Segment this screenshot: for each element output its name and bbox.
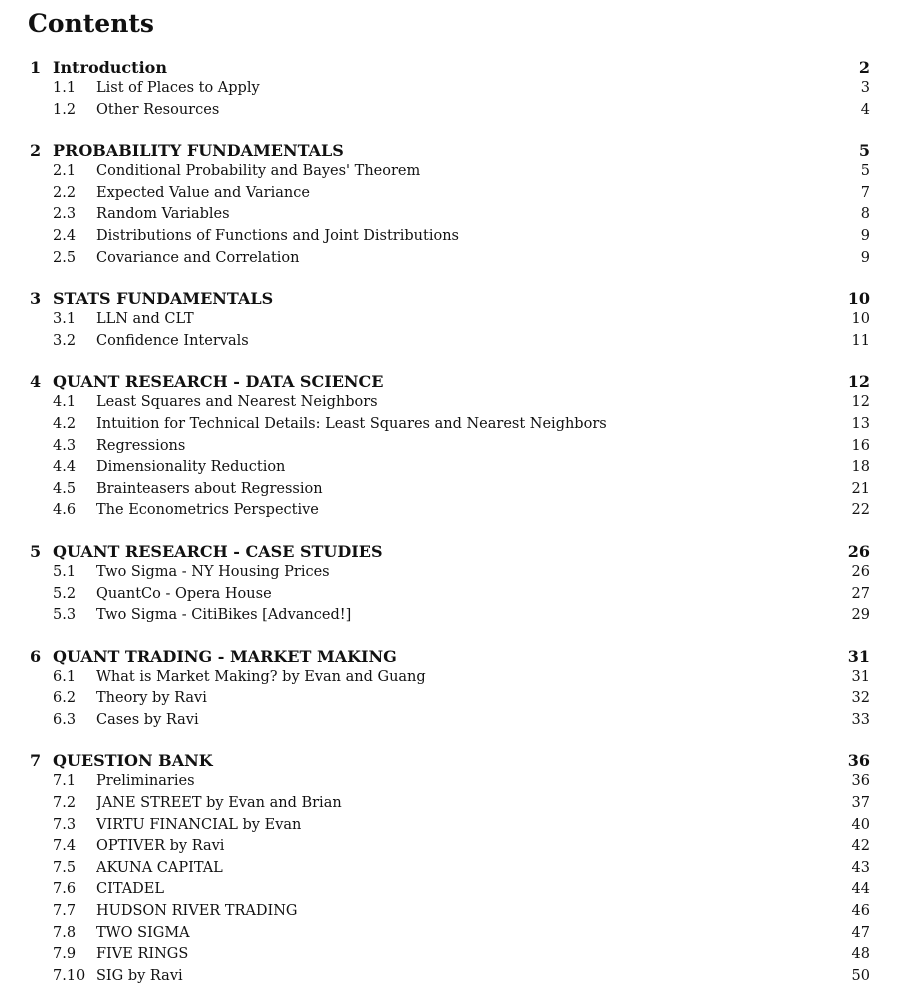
subsection-number: 2.4: [53, 227, 77, 244]
subsection-page-number: 7: [860, 184, 870, 201]
subsection-title: SIG by Ravi: [96, 968, 187, 984]
dot-leader: [96, 966, 845, 988]
subsection-entry[interactable]: [30, 248, 875, 270]
subsection-number: 7.7: [53, 903, 77, 920]
dot-leader: [96, 667, 845, 689]
dot-leader: [96, 815, 845, 837]
section-heading[interactable]: [30, 371, 875, 392]
subsection-entry[interactable]: [30, 771, 875, 793]
subsection-entry[interactable]: [30, 392, 875, 414]
subsection-number: 2.5: [53, 249, 77, 266]
dot-leader: [96, 923, 845, 945]
dot-leader: [96, 414, 845, 436]
subsection-page-number: 10: [851, 311, 870, 328]
subsection-number: 4.6: [53, 502, 77, 519]
subsection-page-number: 26: [851, 563, 870, 580]
dot-leader: [96, 836, 845, 858]
dot-leader: [96, 309, 845, 331]
subsection-page-number: 33: [851, 711, 870, 728]
subsection-number: 6.2: [53, 690, 77, 707]
dot-leader: [96, 392, 845, 414]
subsection-title: HUDSON RIVER TRADING: [96, 903, 302, 919]
subsection-title: Least Squares and Nearest Neighbors: [96, 394, 382, 410]
subsection-number: 5.2: [53, 585, 77, 602]
subsection-page-number: 37: [851, 795, 870, 812]
section-heading[interactable]: [30, 140, 875, 161]
section-page-number: 36: [847, 751, 870, 771]
toc-section: [30, 57, 875, 121]
dot-leader: [96, 331, 845, 353]
subsection-number: 4.5: [53, 480, 77, 497]
dot-leader: [96, 479, 845, 501]
subsection-page-number: 4: [860, 101, 870, 118]
section-number: 3: [30, 289, 42, 309]
dot-leader: [96, 944, 845, 966]
section-title: QUANT RESEARCH - DATA SCIENCE: [53, 372, 384, 392]
subsection-page-number: 40: [851, 816, 870, 833]
subsection-title: Regressions: [96, 438, 189, 454]
section-number: 6: [30, 646, 42, 666]
dot-leader: [96, 771, 845, 793]
subsection-entry[interactable]: [30, 436, 875, 458]
subsection-page-number: 31: [851, 668, 870, 685]
toc-section: [30, 140, 875, 269]
dot-leader: [96, 688, 845, 710]
subsection-number: 2.1: [53, 163, 77, 180]
subsection-number: 7.10: [53, 967, 86, 984]
contents-heading: Contents: [28, 9, 155, 38]
subsection-number: 5.3: [53, 607, 77, 624]
subsection-title: OPTIVER by Ravi: [96, 838, 228, 854]
section-page-number: 31: [847, 646, 870, 666]
subsection-number: 7.1: [53, 773, 77, 790]
dot-leader: [96, 226, 845, 248]
subsection-page-number: 42: [851, 838, 870, 855]
subsection-number: 7.9: [53, 946, 77, 963]
section-heading[interactable]: [30, 288, 875, 309]
subsection-page-number: 29: [851, 607, 870, 624]
subsection-page-number: 32: [851, 690, 870, 707]
subsection-entry[interactable]: [30, 667, 875, 689]
subsection-page-number: 27: [851, 585, 870, 602]
dot-leader: [96, 901, 845, 923]
subsection-title: JANE STREET by Evan and Brian: [96, 795, 346, 811]
subsection-page-number: 46: [851, 903, 870, 920]
subsection-entry[interactable]: [30, 183, 875, 205]
subsection-page-number: 8: [860, 206, 870, 223]
subsection-title: The Econometrics Perspective: [96, 502, 323, 518]
subsection-entry[interactable]: [30, 161, 875, 183]
section-title: Introduction: [53, 58, 167, 77]
subsection-title: QuantCo - Opera House: [96, 586, 276, 602]
subsection-entry[interactable]: [30, 944, 875, 966]
subsection-entry[interactable]: [30, 457, 875, 479]
subsection-title: Intuition for Technical Details: Least Squares and Nearest Neighbors: [96, 416, 611, 432]
subsection-entry[interactable]: [30, 584, 875, 606]
section-page-number: 5: [858, 141, 870, 161]
subsection-page-number: 44: [851, 881, 870, 898]
section-title: QUESTION BANK: [53, 751, 213, 771]
subsection-title: Other Resources: [96, 102, 223, 118]
section-heading[interactable]: [30, 750, 875, 771]
section-page-number: 10: [847, 289, 870, 309]
section-title: QUANT TRADING - MARKET MAKING: [53, 646, 397, 666]
subsection-page-number: 43: [851, 859, 870, 876]
subsection-entry[interactable]: [30, 879, 875, 901]
section-page-number: 2: [858, 58, 870, 77]
subsection-number: 7.2: [53, 795, 77, 812]
dot-leader: [96, 793, 845, 815]
subsection-title: FIVE RINGS: [96, 946, 192, 962]
dot-leader: [96, 584, 845, 606]
subsection-number: 1.1: [53, 80, 77, 96]
subsection-page-number: 48: [851, 946, 870, 963]
subsection-page-number: 9: [860, 249, 870, 266]
dot-leader: [96, 457, 845, 479]
dot-leader: [96, 204, 845, 226]
section-page-number: 12: [847, 372, 870, 392]
section-heading[interactable]: [30, 57, 875, 78]
subsection-title: Brainteasers about Regression: [96, 481, 327, 497]
subsection-title: TWO SIGMA: [96, 925, 194, 941]
dot-leader: [96, 248, 845, 270]
section-heading[interactable]: [30, 541, 875, 562]
subsection-number: 3.1: [53, 311, 77, 328]
subsection-entry[interactable]: [30, 901, 875, 923]
subsection-title: Covariance and Correlation: [96, 250, 303, 266]
subsection-entry[interactable]: [30, 710, 875, 732]
dot-leader: [96, 858, 845, 880]
subsection-page-number: 3: [860, 80, 870, 96]
toc-section: [30, 750, 875, 987]
section-title: STATS FUNDAMENTALS: [53, 289, 274, 309]
subsection-number: 6.1: [53, 668, 77, 685]
subsection-entry[interactable]: [30, 226, 875, 248]
subsection-page-number: 21: [851, 480, 870, 497]
subsection-title: Random Variables: [96, 206, 234, 222]
subsection-number: 7.6: [53, 881, 77, 898]
subsection-page-number: 9: [860, 227, 870, 244]
subsection-number: 5.1: [53, 563, 77, 580]
subsection-page-number: 47: [851, 924, 870, 941]
subsection-page-number: 12: [851, 394, 870, 411]
subsection-page-number: 16: [851, 437, 870, 454]
subsection-title: Cases by Ravi: [96, 712, 203, 728]
subsection-number: 2.2: [53, 184, 77, 201]
section-title: PROBABILITY FUNDAMENTALS: [53, 141, 344, 161]
subsection-entry[interactable]: [30, 100, 875, 122]
dot-leader: [96, 161, 845, 183]
dot-leader: [96, 183, 845, 205]
subsection-entry[interactable]: [30, 414, 875, 436]
subsection-number: 4.3: [53, 437, 77, 454]
toc-section: [30, 541, 875, 627]
toc-section: [30, 371, 875, 522]
subsection-title: CITADEL: [96, 881, 168, 897]
subsection-title: LLN and CLT: [96, 311, 198, 327]
section-page-number: 26: [847, 541, 870, 561]
subsection-number: 1.2: [53, 101, 77, 118]
subsection-page-number: 36: [851, 773, 870, 790]
subsection-number: 4.4: [53, 459, 77, 476]
subsection-entry[interactable]: [30, 923, 875, 945]
subsection-page-number: 11: [851, 332, 870, 349]
dot-leader: [96, 605, 845, 627]
dot-leader: [96, 500, 845, 522]
subsection-entry[interactable]: [30, 479, 875, 501]
subsection-number: 7.5: [53, 859, 77, 876]
subsection-title: List of Places to Apply: [96, 80, 264, 96]
subsection-number: 7.3: [53, 816, 77, 833]
subsection-title: Expected Value and Variance: [96, 185, 314, 201]
section-heading[interactable]: [30, 646, 875, 667]
subsection-entry[interactable]: [30, 309, 875, 331]
subsection-number: 7.4: [53, 838, 77, 855]
dot-leader: [96, 78, 845, 100]
subsection-entry[interactable]: [30, 500, 875, 522]
subsection-page-number: 50: [851, 967, 870, 984]
section-number: 7: [30, 751, 42, 771]
dot-leader: [96, 100, 845, 122]
section-number: 4: [30, 372, 42, 392]
toc-section: [30, 646, 875, 732]
subsection-title: VIRTU FINANCIAL by Evan: [96, 817, 305, 833]
subsection-number: 6.3: [53, 711, 77, 728]
subsection-title: Distributions of Functions and Joint Distributions: [96, 228, 463, 244]
section-number: 5: [30, 541, 42, 561]
toc-section: [30, 288, 875, 352]
section-title: QUANT RESEARCH - CASE STUDIES: [53, 541, 383, 561]
subsection-entry[interactable]: [30, 688, 875, 710]
subsection-page-number: 5: [860, 163, 870, 180]
subsection-entry[interactable]: [30, 815, 875, 837]
subsection-entry[interactable]: [30, 331, 875, 353]
dot-leader: [96, 562, 845, 584]
subsection-page-number: 18: [851, 459, 870, 476]
subsection-page-number: 22: [851, 502, 870, 519]
subsection-title: Confidence Intervals: [96, 333, 253, 349]
section-number: 2: [30, 141, 42, 161]
subsection-entry[interactable]: [30, 204, 875, 226]
subsection-entry[interactable]: [30, 562, 875, 584]
dot-leader: [96, 879, 845, 901]
subsection-number: 4.2: [53, 415, 77, 432]
subsection-title: What is Market Making? by Evan and Guang: [96, 669, 430, 685]
subsection-title: Theory by Ravi: [96, 690, 211, 706]
subsection-title: Conditional Probability and Bayes' Theorem: [96, 163, 424, 179]
subsection-number: 3.2: [53, 332, 77, 349]
subsection-entry[interactable]: [30, 605, 875, 627]
dot-leader: [96, 436, 845, 458]
table-of-contents: [30, 57, 875, 1006]
subsection-page-number: 13: [851, 415, 870, 432]
subsection-number: 7.8: [53, 924, 77, 941]
subsection-entry[interactable]: [30, 836, 875, 858]
subsection-title: Two Sigma - CitiBikes [Advanced!]: [96, 607, 355, 623]
subsection-entry[interactable]: [30, 78, 875, 100]
subsection-number: 4.1: [53, 394, 77, 411]
subsection-entry[interactable]: [30, 858, 875, 880]
section-number: 1: [30, 58, 42, 77]
subsection-number: 2.3: [53, 206, 77, 223]
subsection-entry[interactable]: [30, 966, 875, 988]
subsection-title: Two Sigma - NY Housing Prices: [96, 564, 334, 580]
subsection-entry[interactable]: [30, 793, 875, 815]
subsection-title: Preliminaries: [96, 773, 199, 789]
dot-leader: [96, 710, 845, 732]
subsection-title: Dimensionality Reduction: [96, 459, 289, 475]
subsection-title: AKUNA CAPITAL: [96, 860, 227, 876]
